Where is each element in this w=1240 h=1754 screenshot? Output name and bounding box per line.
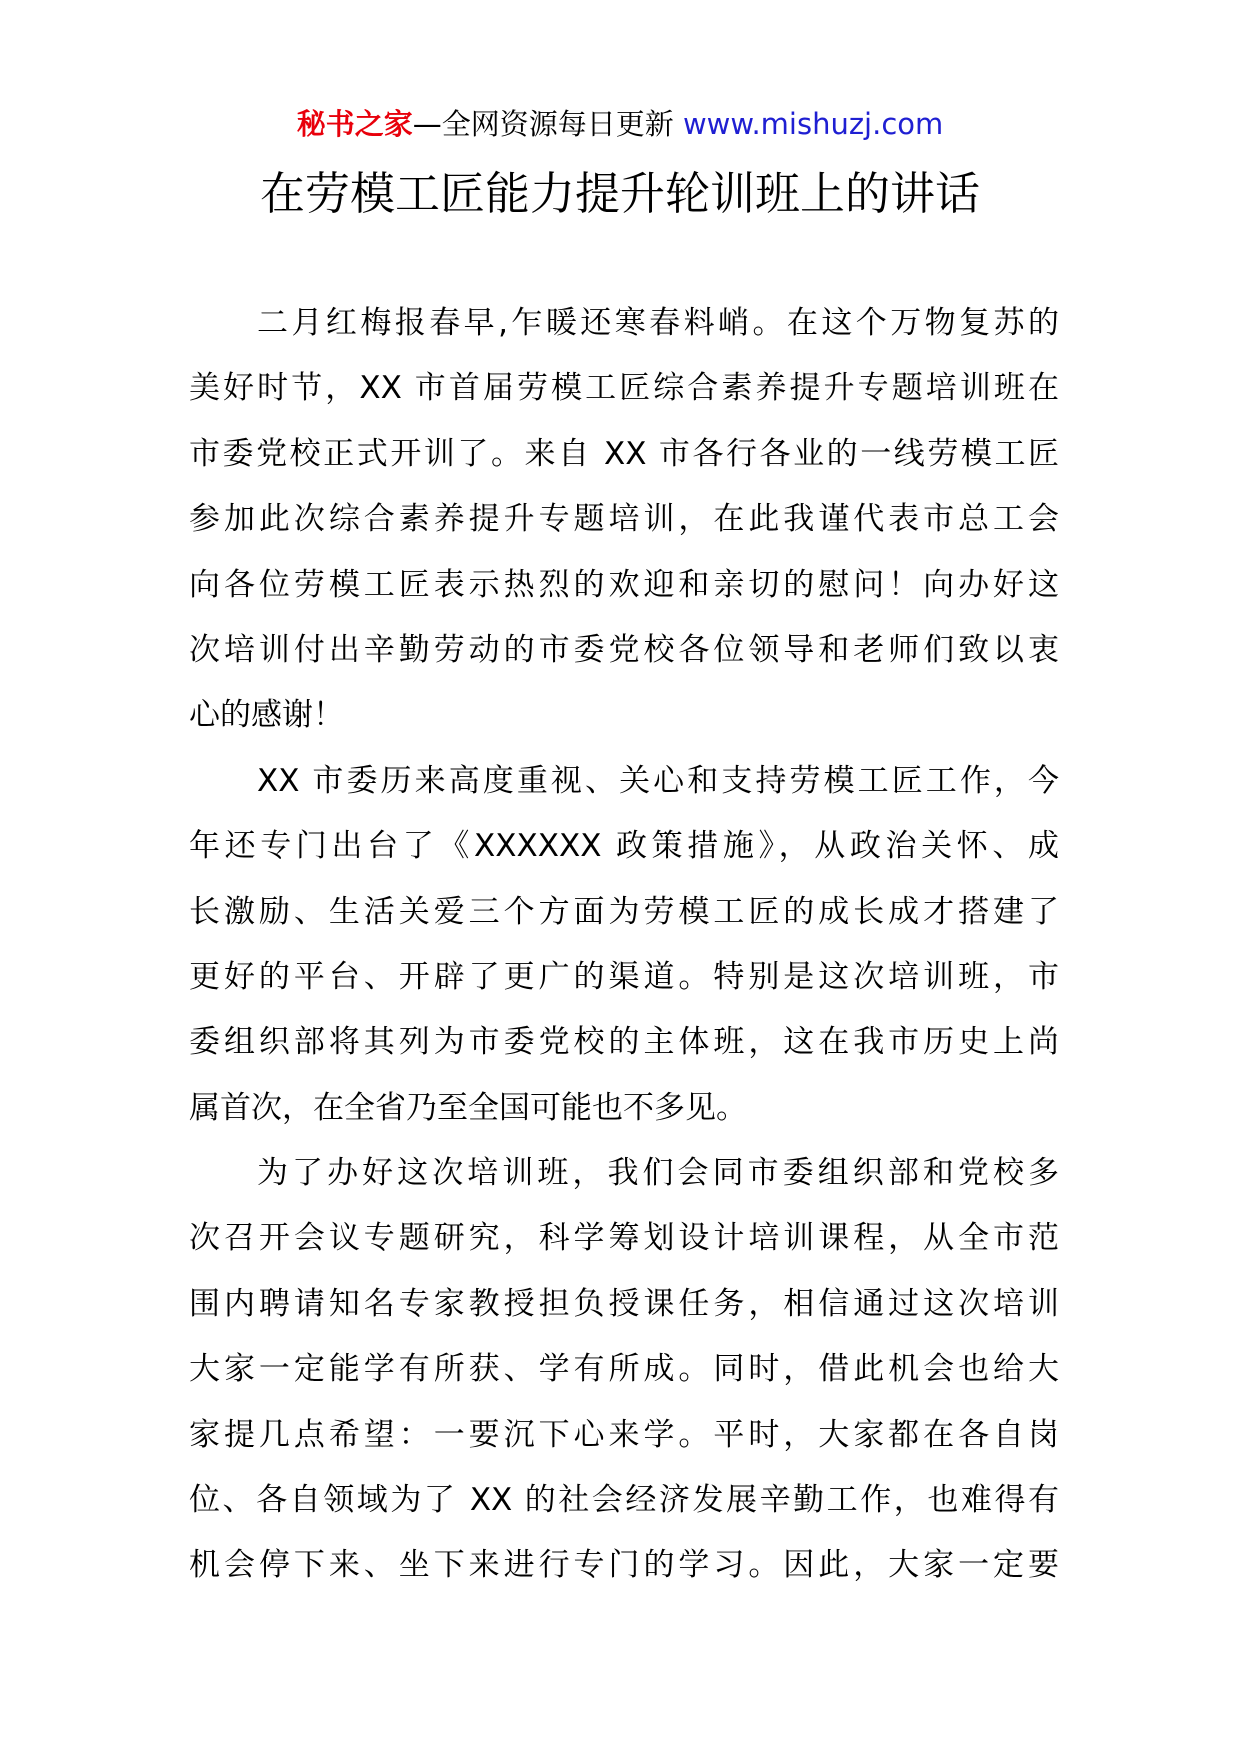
text-line: XX 市委历来高度重视、关心和支持劳模工匠工作，今 (257, 762, 1059, 799)
text-line: 围内聘请知名专家教授担负授课任务，相信通过这次培训 (189, 1285, 1059, 1322)
paragraph (189, 291, 1059, 749)
text-line: 位、各自领域为了 XX 的社会经济发展辛勤工作，也难得有 (189, 1482, 1059, 1519)
text-line: 年还专门出台了《XXXXXX 政策措施》，从政治关怀、成 (189, 828, 1059, 865)
paragraph (189, 1141, 1059, 1599)
site-url-link[interactable]: www.mishuzj.com (682, 107, 944, 141)
text-line: 长激励、生活关爱三个方面为劳模工匠的成长成才搭建了 (189, 893, 1059, 930)
text-line: 参加此次综合素养提升专题培训，在此我谨代表市总工会 (189, 501, 1059, 538)
text-line: 次培训付出辛勤劳动的市委党校各位领导和老师们致以衷 (189, 631, 1059, 668)
text-line: 机会停下来、坐下来进行专门的学习。因此，大家一定要 (189, 1547, 1059, 1584)
paragraph (189, 749, 1059, 1141)
text-line: 更好的平台、开辟了更广的渠道。特别是这次培训班，市 (189, 958, 1059, 995)
text-line: 向各位劳模工匠表示热烈的欢迎和亲切的慰问！向办好这 (189, 566, 1059, 603)
text-line: 大家一定能学有所获、学有所成。同时，借此机会也给大 (189, 1351, 1059, 1388)
site-header (0, 104, 1240, 144)
site-brand: 秘书之家 (296, 107, 413, 141)
text-line: 二月红梅报春早,乍暖还寒春料峭。在这个万物复苏的 (257, 305, 1059, 341)
document-title: 在劳模工匠能力提升轮训班上的讲话 (259, 167, 980, 220)
text-line: 心的感谢！ (189, 697, 344, 734)
text-line: 为了办好这次培训班，我们会同市委组织部和党校多 (257, 1155, 1059, 1192)
site-tagline: —全网资源每日更新 (412, 107, 674, 141)
text-line: 美好时节，XX 市首届劳模工匠综合素养提升专题培训班在 (189, 370, 1059, 407)
text-line: 属首次，在全省乃至全国可能也不多见。 (189, 1089, 747, 1126)
text-line: 次召开会议专题研究，科学筹划设计培训课程，从全市范 (189, 1220, 1059, 1257)
text-line: 委组织部将其列为市委党校的主体班，这在我市历史上尚 (189, 1024, 1059, 1061)
text-line: 市委党校正式开训了。来自 XX 市各行各业的一线劳模工匠 (189, 435, 1059, 472)
document-body (189, 291, 1059, 1599)
text-line: 家提几点希望：一要沉下心来学。平时，大家都在各自岗 (189, 1416, 1059, 1453)
